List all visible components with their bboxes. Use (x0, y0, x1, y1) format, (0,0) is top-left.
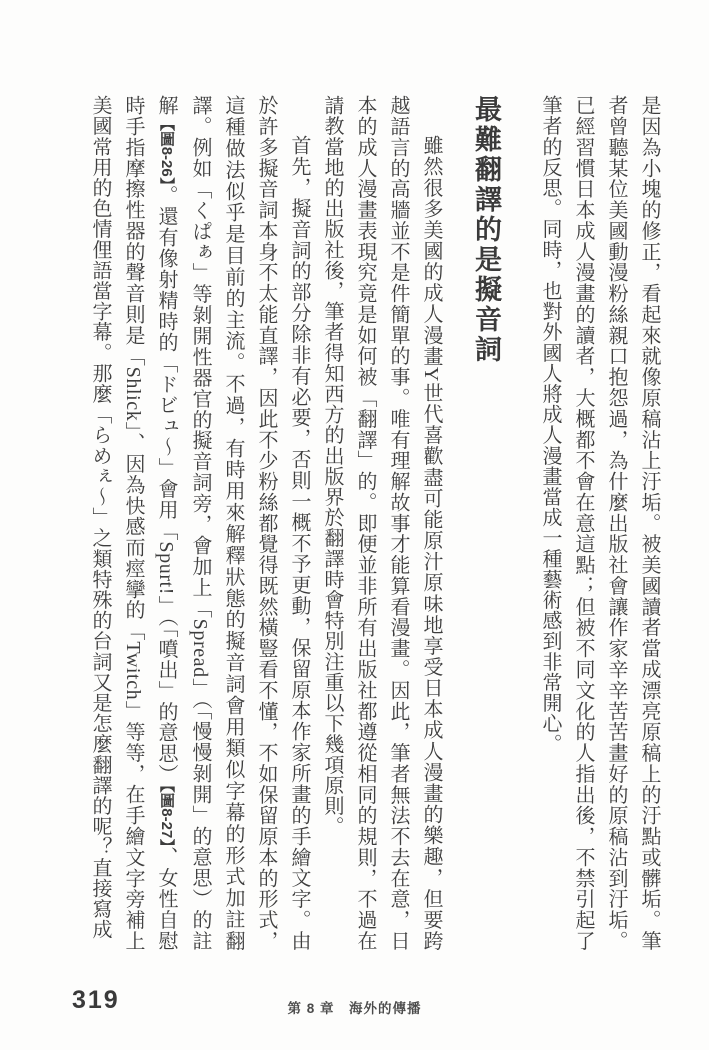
body-post-heading (83, 95, 447, 951)
section-heading: 最難翻譯的是擬音詞 (471, 95, 501, 365)
figure-reference: 【圖8-26】 (158, 115, 175, 185)
paragraph (315, 95, 447, 951)
page-number: 319 (72, 986, 120, 1014)
text-run: 首先，擬音詞的部分除非有必要，否則一概不予更動，保留原本作家所畫的手繪文字。由於許多擬音詞本身不太能直譯，因此不少粉絲都覺得既然橫豎看不懂，不如保留原本的形式，這種做法似乎是目前的主流。不過，有時用來解釋狀態的擬音詞會用類似字幕的形式加註翻譯。例如「くぱぁ」等剝開性器官的擬音詞旁，會加上「Spread」（「慢慢剝開」的意思）的註解 (155, 95, 310, 951)
text-run: 。還有像射精時的「ドビュ～」會用「Spurt!」（「噴出」的意思） (155, 184, 177, 786)
text-run: 是因為小塊的修正，看起來就像原稿沾上汙垢。被美國讀者當成漂亮原稿上的汙點或髒垢。筆者曾聽某位美國動漫粉絲親口抱怨過，為什麼出版社會讓作家辛辛苦苦畫好的原稿沾到汙垢。已經習慣日本成人漫畫的讀者，大概都不會在意這點；但被不同文化的人指出後，不禁引起了筆者的反思。同時，也對外國人將成人漫畫當成一種藝術感到非常開心。 (539, 95, 660, 951)
vertical-text-block (83, 95, 665, 951)
paragraph (83, 95, 315, 951)
text-run: 雖然很多美國的成人漫畫Y世代喜歡盡可能原汁原味地享受日本成人漫畫的樂趣，但要跨越語言的高牆並不是件簡單的事。唯有理解故事才能算看漫畫。因此，筆者無法不去在意，日本的成人漫畫表現究竟是如何被「翻譯」的。即便並非所有出版社都遵從相同的規則，不過在請教當地的出版社後，筆者得知西方的出版界於翻譯時會特別注重以下幾項原則。 (321, 95, 442, 951)
paragraph (533, 95, 665, 951)
body-pre-heading (533, 95, 665, 951)
text-run: 、女性自慰時手指摩擦性器的聲音則是「Shlick」、因為快感而痙攣的「Twitch」等等，在手繪文字旁補上美國常用的色情俚語當字幕。那麼「らめぇ～」之類特殊的台詞又是怎麼翻譯的呢？直接寫成 (89, 95, 177, 951)
figure-reference: 【圖8-27】 (158, 785, 175, 847)
chapter-footer: 第 8 章 海外的傳播 (287, 1001, 422, 1016)
